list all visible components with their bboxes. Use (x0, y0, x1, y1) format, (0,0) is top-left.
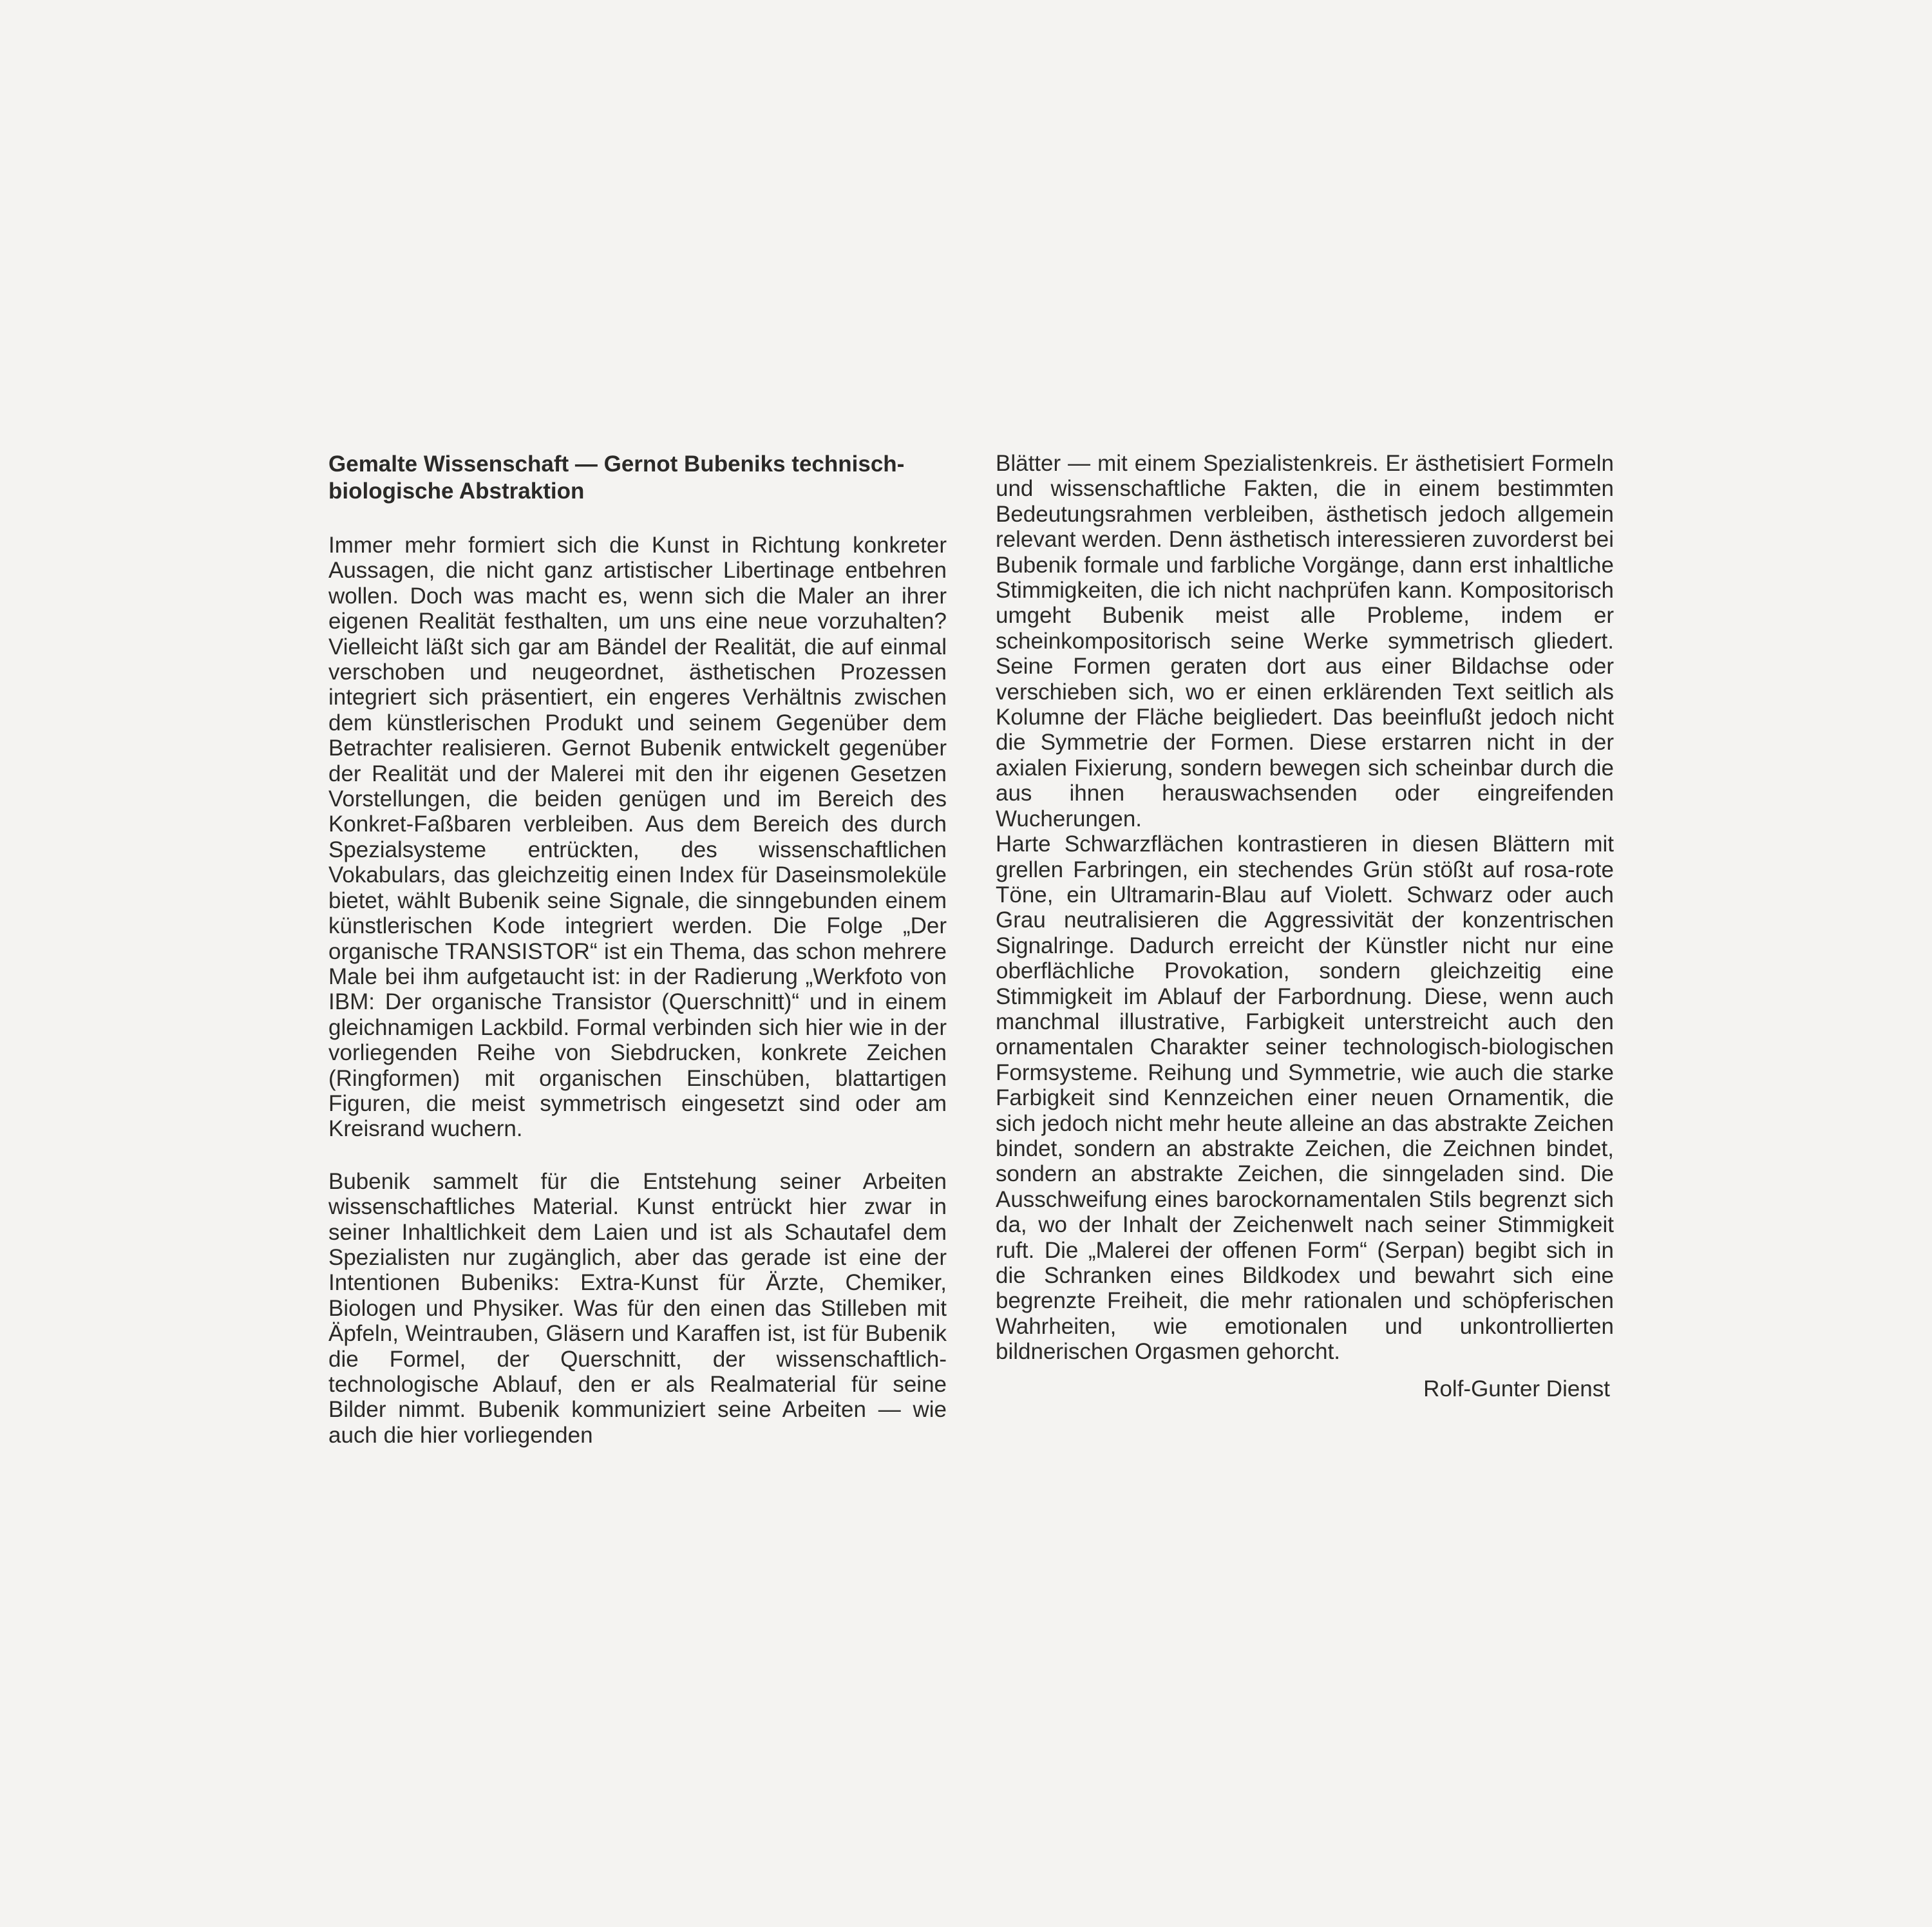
left-paragraph-2: Bubenik sammelt für die Entstehung seiner Arbeiten wissenschaftliches Material. Kunst entrückt hier zwar in seiner Inhaltlichkeit dem Laien und ist als Schautafel dem Spezialisten nur zugänglich, aber das gerade ist eine der Intentionen Bubeniks: Extra-Kunst für Ärzte, Chemiker, Biologen und Physiker. Was für den einen das Stilleben mit Äpfeln, Weintrauben, Gläsern und Karaffen ist, ist für Bubenik die Formel, der Querschnitt, der wissenschaftlich-technologische Ablauf, den er als Realmaterial für seine Bilder nimmt. Bubenik kommuniziert seine Arbeiten — wie auch die hier vorliegenden (328, 1168, 947, 1448)
right-column (996, 451, 1614, 1402)
author-signature: Rolf-Gunter Dienst (1423, 1376, 1610, 1401)
right-paragraph-1: Blätter — mit einem Spezialistenkreis. Er ästhetisiert Formeln und wissenschaftliche Fakten, die in einem bestimmten Bedeutungsrahmen verbleiben, ästhetisch jedoch allgemein relevant werden. Denn ästhetisch interessieren zuvorderst bei Bubenik formale und farbliche Vorgänge, dann erst inhaltliche Stimmigkeiten, die ich nicht nachprüfen kann. Kompositorisch umgeht Bubenik meist alle Probleme, indem er scheinkompositorisch seine Werke symmetrisch gliedert. Seine Formen geraten dort aus einer Bildachse oder verschieben sich, wo er einen erklärenden Text seitlich als Kolumne der Fläche beigliedert. Das beeinflußt jedoch nicht die Symmetrie der Formen. Diese erstarren nicht in der axialen Fixierung, sondern bewegen sich scheinbar durch die aus ihnen herauswachsenden oder eingreifenden Wucherungen. (996, 451, 1614, 831)
right-paragraph-2: Harte Schwarzflächen kontrastieren in diesen Blättern mit grellen Farbringen, ein stechendes Grün stößt auf rosa-rote Töne, ein Ultramarin-Blau auf Violett. Schwarz oder auch Grau neutralisieren die Aggressivität der konzentrischen Signalringe. Dadurch erreicht der Künstler nicht nur eine oberflächliche Provokation, sondern gleichzeitig eine Stimmigkeit im Ablauf der Farbordnung. Diese, wenn auch manchmal illustrative, Farbigkeit unterstreicht auch den ornamentalen Charakter seiner technologisch-biologischen Formsysteme. Reihung und Symmetrie, wie auch die starke Farbigkeit sind Kennzeichen einer neuen Ornamentik, die sich jedoch nicht mehr heute alleine an das abstrakte Zeichen bindet, sondern an abstrakte Zeichen, die Zeichnen bindet, sondern an abstrakte Zeichen, die sinngeladen sind. Die Ausschweifung eines barockornamentalen Stils begrenzt sich da, wo der Inhalt der Zeichenwelt nach seiner Stimmigkeit ruft. Die „Malerei der offenen Form“ (Serpan) begibt sich in die Schranken eines Bildkodex und bewahrt sich eine begrenzte Freiheit, die mehr rationalen und schöpferischen Wahrheiten, wie emotionalen und unkontrollierten bildnerischen Orgasmen gehorcht. (996, 831, 1614, 1365)
left-paragraph-1: Immer mehr formiert sich die Kunst in Richtung konkreter Aussagen, die nicht ganz artistischer Libertinage entbehren wollen. Doch was macht es, wenn sich die Maler an ihrer eigenen Realität festhalten, um uns eine neue vorzuhalten? Vielleicht läßt sich gar am Bändel der Realität, die auf einmal verschoben und neugeordnet, ästhetischen Prozessen integriert sich präsentiert, ein engeres Verhältnis zwischen dem künstlerischen Produkt und seinem Gegenüber dem Betrachter realisieren. Gernot Bubenik entwickelt gegenüber der Realität und der Malerei mit den ihr eigenen Gesetzen Vorstellungen, die beiden genügen und im Bereich des Konkret-Faßbaren verbleiben. Aus dem Bereich des durch Spezialsysteme entrückten, des wissenschaftlichen Vokabulars, das gleichzeitig einen Index für Daseinsmoleküle bietet, wählt Bubenik seine Signale, die sinngebunden einem künstlerischen Kode integriert werden. Die Folge „Der organische TRANSISTOR“ ist ein Thema, das schon mehrere Male bei ihm aufgetaucht ist: in der Radierung „Werkfoto von IBM: Der organische Transistor (Querschnitt)“ und in einem gleichnamigen Lackbild. Formal verbinden sich hier wie in der vorliegenden Reihe von Siebdrucken, konkrete Zeichen (Ringformen) mit organischen Einschüben, blattartigen Figuren, die meist symmetrisch eingesetzt sind oder am Kreisrand wuchern. (328, 533, 947, 1142)
paragraph-spacer (328, 1142, 947, 1169)
left-column (328, 451, 947, 1448)
article-title: Gemalte Wissenschaft — Gernot Bubeniks technisch-biologische Abstraktion (328, 451, 905, 504)
